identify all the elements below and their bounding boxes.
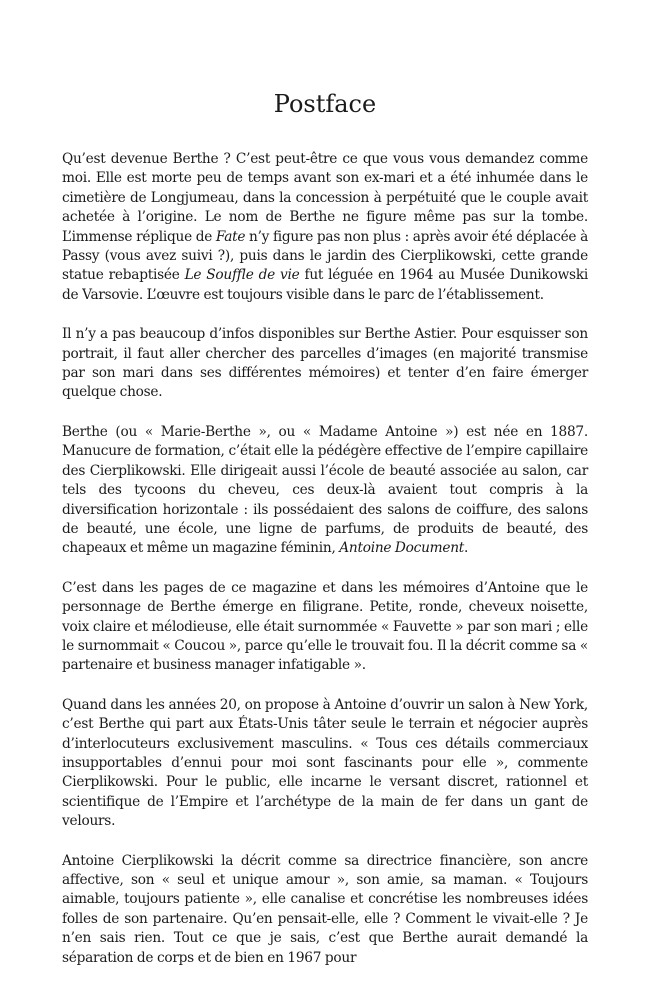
paragraph-text: Qu’est devenue Berthe ? C’est peut-être ce que vous vous demandez comme moi. Elle est morte peu de temps avant son ex-mari et a été inhumée dans le cimetière de Longjumeau, dans la concession à perpétuité que le couple avait achetée à l’origine. Le nom de Berthe ne figure même pas sur la tombe. L’immense réplique de <box>62 151 588 245</box>
paragraph-text: n’y figure pas non plus : après avoir été déplacée à Passy (vous avez suivi ?), puis dans le jardin des Cierplikowski, cette grande statue rebaptisée <box>62 228 588 284</box>
paragraph-4 <box>62 579 588 676</box>
paragraph-2 <box>62 325 588 403</box>
paragraph-1 <box>62 150 588 305</box>
italic-title-text: Le Souffle de vie <box>184 267 300 284</box>
paragraph-text: Il n’y a pas beaucoup d’infos disponibles sur Berthe Astier. Pour esquisser son portrait, il faut aller chercher des parcelles d’images (en majorité transmise par son mari dans ses différentes mémoires) et tenter d’en faire émerger quelque chose. <box>62 326 588 401</box>
paragraph-3 <box>62 423 588 559</box>
italic-title-text: Antoine Document <box>339 540 465 557</box>
paragraph-text: Quand dans les années 20, on propose à Antoine d’ouvrir un salon à New York, c’est Berthe qui part aux États-Unis tâter seule le terrain et négocier auprès d’interlocuteurs exclusivement masculins. « Tous ces détails commerciaux insupportables d’ennui pour moi sont fascinants pour elle », commente Cierplikowski. Pour le public, elle incarne le versant discret, rationnel et scientifique de l’Empire et l’archétype de la main de fer dans un gant de velours. <box>62 696 588 830</box>
paragraph-6 <box>62 852 588 968</box>
document-page <box>62 0 588 966</box>
paragraph-text: C’est dans les pages de ce magazine et dans les mémoires d’Antoine que le personnage de Berthe émerge en filigrane. Petite, ronde, cheveux noisette, voix claire et mélodieuse, elle était surnommée « Fauvette » par son mari ; elle le surnommait « Coucou », parce qu’elle le trouvait fou. Il la décrit comme sa « partenaire et business manager infatigable ». <box>62 579 588 674</box>
paragraph-text: Antoine Cierplikowski la décrit comme sa directrice financière, son ancre affective, son « seul et unique amour », son amie, sa maman. « Toujours aimable, toujours patiente », elle canalise et concrétise les nombreuses idées folles de son partenaire. Qu’en pensait-elle, elle ? Comment le vivait-elle ? Je n’en sais rien. Tout ce que je sais, c’est que Berthe aurait demandé la séparation de corps et de bien en 1967 pour <box>62 852 588 966</box>
paragraph-text: fut léguée en 1964 au Musée Dunikowski de Varsovie. L’œuvre est toujours visible dans le parc de l’établissement. <box>62 267 588 303</box>
paragraph-5 <box>62 696 588 832</box>
italic-title-text: Fate <box>215 228 246 245</box>
body-text <box>62 150 588 988</box>
page-title: Postface <box>273 90 377 118</box>
paragraph-text: Berthe (ou « Marie-Berthe », ou « Madame Antoine ») est née en 1887. Manucure de formation, c’était elle la pédégère effective de l’empire capillaire des Cierplikowski. Elle dirigeait aussi l’école de beauté associée au salon, car tels des tycoons du cheveu, ces deux-là avaient tout compris à la diversification horizontale : ils possédaient des salons de coiffure, des salons de beauté, une école, une ligne de parfums, de produits de beauté, des chapeaux et même un magazine féminin, <box>62 423 588 557</box>
paragraph-text: . <box>464 540 469 557</box>
